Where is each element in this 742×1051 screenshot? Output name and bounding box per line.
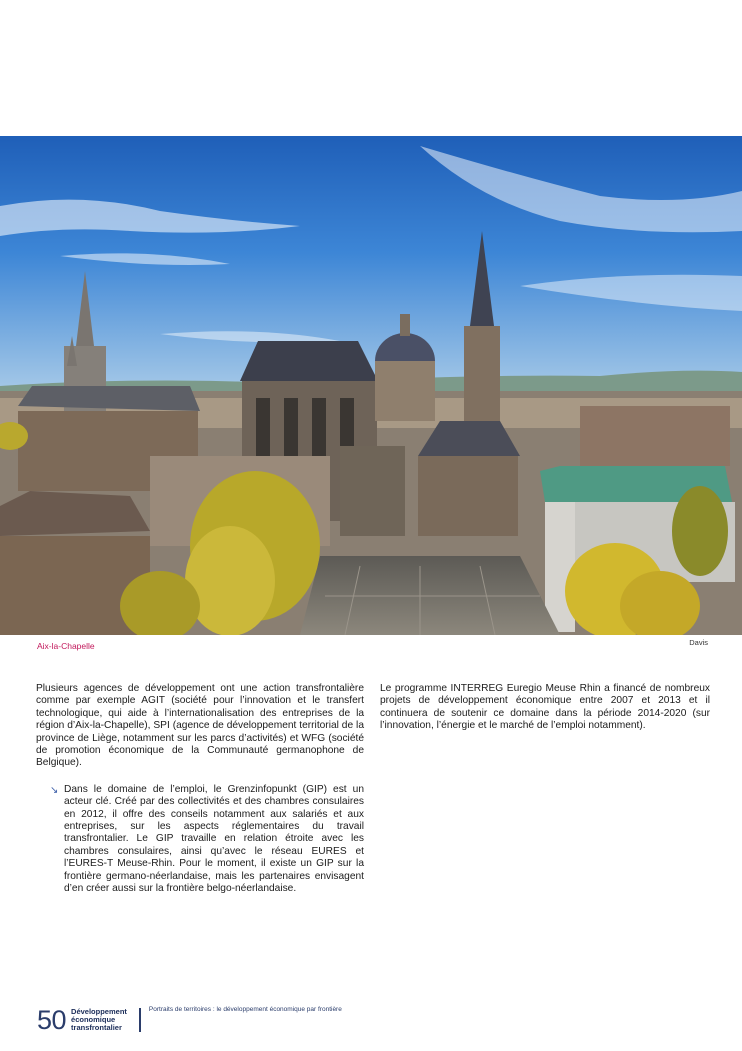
interreg-paragraph: Le programme INTERREG Euregio Meuse Rhin a financé de nombreux projets de développement économique entre 2007 et 2013 et il continuera de soutenir ce domaine dans la période 2014-2020 (sur l’innovation, l’énergie et le marché de l’emploi notamment). bbox=[380, 683, 710, 732]
footer-divider bbox=[139, 1008, 141, 1032]
bullet-item bbox=[36, 784, 364, 896]
page-number: 50 bbox=[37, 1005, 67, 1035]
publication-title-line2: économique bbox=[71, 1015, 116, 1024]
page-footer bbox=[37, 1004, 342, 1036]
publication-subtitle: Portraits de territoires : le développement économique par frontière bbox=[148, 1006, 342, 1013]
left-column bbox=[36, 683, 364, 896]
publication-title-line3: transfrontalier bbox=[71, 1023, 122, 1032]
cathedral-photo bbox=[0, 136, 742, 635]
intro-paragraph: Plusieurs agences de développement ont une action transfrontalière comme par exemple AGIT (société pour l’innovation et le transfert technologique, qui aide à l’internationalisation des entreprises de la région d’Aix-la-Chapelle), SPI (agence de développement territorial de la province de Liège, notamment sur les parcs d’activités) et WFG (société de promotion économique de la Communauté germanophone de Belgique). bbox=[36, 683, 364, 769]
publication-title bbox=[71, 1008, 127, 1032]
photo-credit: Davis bbox=[689, 638, 708, 647]
publication-title-line1: Développement bbox=[71, 1007, 127, 1016]
bullet-text: Dans le domaine de l’emploi, le Grenzinfopunkt (GIP) est un acteur clé. Créé par des collectivités et des chambres consulaires en 2012, il offre des conseils notamment aux salariés et aux entreprises, sur les aspects réglementaires du travail transfrontalier. Le GIP travaille en relation étroite avec les chambres consulaires, ainsi qu’avec le réseau EURES et l’EURES-T Meuse-Rhin. Pour le moment, il existe un GIP sur la frontière germano-néerlandaise, mais les partenaires envisagent d’en créer aussi sur la frontière belgo-néerlandaise. bbox=[64, 783, 364, 895]
arrow-down-right-icon: ↘ bbox=[50, 784, 59, 796]
right-column bbox=[380, 683, 710, 733]
photo-caption: Aix-la-Chapelle bbox=[37, 641, 95, 651]
